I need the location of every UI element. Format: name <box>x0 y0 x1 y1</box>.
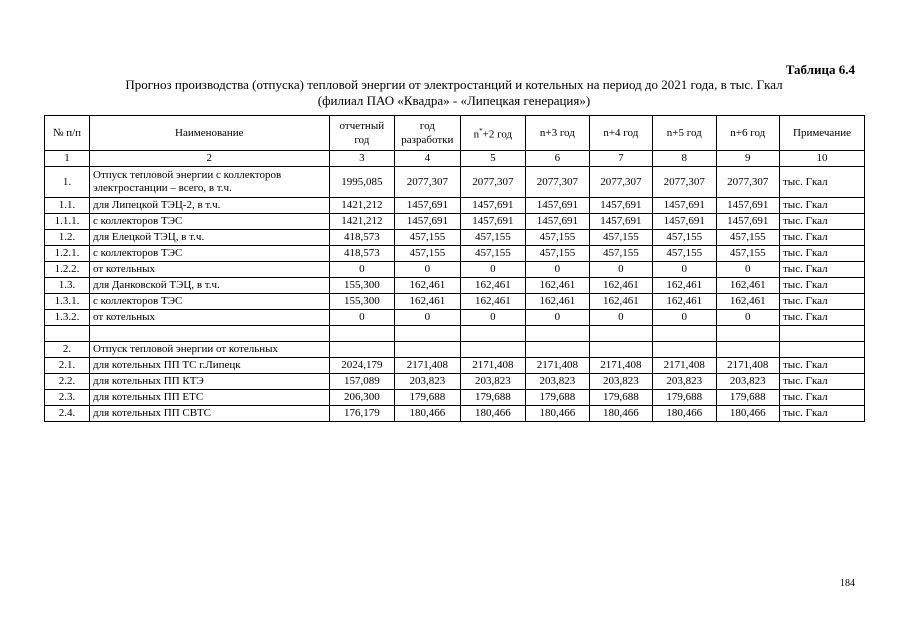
index-cell: 5 <box>460 151 526 167</box>
row-name-cell: для Елецкой ТЭЦ, в т.ч. <box>90 230 330 246</box>
row-num-cell: 1.2. <box>45 230 90 246</box>
row-value-cell: 457,155 <box>460 230 526 246</box>
header-n5: n+5 год <box>653 116 716 151</box>
row-value-cell: 1457,691 <box>526 214 589 230</box>
row-value-cell: 2077,307 <box>653 167 716 198</box>
row-value-cell: 1421,212 <box>329 214 395 230</box>
header-n4: n+4 год <box>589 116 652 151</box>
row-value-cell: 0 <box>460 310 526 326</box>
row-value-cell: 1457,691 <box>589 198 652 214</box>
row-value-cell: 2171,408 <box>589 358 652 374</box>
row-value-cell: 1421,212 <box>329 198 395 214</box>
row-value-cell: 162,461 <box>589 294 652 310</box>
header-reporting-year: отчетный год <box>329 116 395 151</box>
header-n2 <box>460 116 526 151</box>
row-note-cell: тыс. Гкал <box>780 246 865 262</box>
row-value-cell <box>716 342 779 358</box>
table-row <box>45 310 865 326</box>
row-num-cell: 1.1.1. <box>45 214 90 230</box>
row-value-cell: 203,823 <box>526 374 589 390</box>
row-value-cell: 0 <box>716 310 779 326</box>
row-value-cell <box>395 326 461 342</box>
row-value-cell: 457,155 <box>589 230 652 246</box>
row-value-cell: 2077,307 <box>589 167 652 198</box>
row-num-cell: 1.3.2. <box>45 310 90 326</box>
row-value-cell: 0 <box>460 262 526 278</box>
row-value-cell: 162,461 <box>589 278 652 294</box>
row-num-cell: 2. <box>45 342 90 358</box>
header-num: № п/п <box>45 116 90 151</box>
table-body <box>45 151 865 422</box>
row-value-cell <box>653 342 716 358</box>
row-name-cell: для Данковской ТЭЦ, в т.ч. <box>90 278 330 294</box>
row-value-cell: 2077,307 <box>395 167 461 198</box>
header-development-year: год разработки <box>395 116 461 151</box>
row-value-cell: 157,089 <box>329 374 395 390</box>
row-num-cell: 1.3. <box>45 278 90 294</box>
row-value-cell: 457,155 <box>395 246 461 262</box>
row-value-cell: 2171,408 <box>526 358 589 374</box>
row-value-cell: 457,155 <box>716 246 779 262</box>
row-value-cell <box>460 326 526 342</box>
row-value-cell <box>329 326 395 342</box>
table-row <box>45 262 865 278</box>
row-name-cell: для Липецкой ТЭЦ-2, в т.ч. <box>90 198 330 214</box>
row-value-cell: 2171,408 <box>395 358 461 374</box>
header-n2-base: n <box>473 128 480 141</box>
row-name-cell: для котельных ПП КТЭ <box>90 374 330 390</box>
row-value-cell: 179,688 <box>589 390 652 406</box>
table-row-empty <box>45 326 865 342</box>
table-row <box>45 214 865 230</box>
row-value-cell: 0 <box>589 262 652 278</box>
row-value-cell: 2077,307 <box>716 167 779 198</box>
table-row <box>45 167 865 198</box>
row-value-cell: 0 <box>526 262 589 278</box>
row-note-cell: тыс. Гкал <box>780 310 865 326</box>
row-value-cell: 0 <box>526 310 589 326</box>
row-value-cell: 1457,691 <box>526 198 589 214</box>
row-value-cell: 179,688 <box>653 390 716 406</box>
row-note-cell: тыс. Гкал <box>780 214 865 230</box>
row-value-cell <box>589 326 652 342</box>
header-note: Примечание <box>780 116 865 151</box>
row-value-cell: 203,823 <box>589 374 652 390</box>
row-value-cell: 162,461 <box>395 278 461 294</box>
row-name-cell: от котельных <box>90 262 330 278</box>
row-value-cell: 203,823 <box>653 374 716 390</box>
row-value-cell: 162,461 <box>395 294 461 310</box>
row-value-cell: 162,461 <box>460 278 526 294</box>
index-cell: 4 <box>395 151 461 167</box>
row-name-cell: с коллекторов ТЭС <box>90 246 330 262</box>
row-value-cell <box>716 326 779 342</box>
row-value-cell: 176,179 <box>329 406 395 422</box>
row-value-cell: 179,688 <box>716 390 779 406</box>
row-value-cell: 1457,691 <box>716 214 779 230</box>
row-value-cell: 1457,691 <box>653 214 716 230</box>
row-value-cell: 1457,691 <box>460 214 526 230</box>
index-cell: 3 <box>329 151 395 167</box>
row-value-cell: 180,466 <box>589 406 652 422</box>
row-value-cell: 1457,691 <box>716 198 779 214</box>
row-note-cell: тыс. Гкал <box>780 262 865 278</box>
row-value-cell: 418,573 <box>329 246 395 262</box>
row-value-cell: 1457,691 <box>460 198 526 214</box>
table-row <box>45 358 865 374</box>
page-number: 184 <box>840 578 855 589</box>
row-value-cell: 2171,408 <box>653 358 716 374</box>
header-row <box>45 116 865 151</box>
row-value-cell: 155,300 <box>329 278 395 294</box>
row-value-cell: 179,688 <box>395 390 461 406</box>
row-note-cell: тыс. Гкал <box>780 278 865 294</box>
row-value-cell: 0 <box>395 310 461 326</box>
index-cell: 9 <box>716 151 779 167</box>
row-value-cell: 162,461 <box>653 294 716 310</box>
row-value-cell: 180,466 <box>716 406 779 422</box>
row-value-cell: 1457,691 <box>395 198 461 214</box>
table-number: Таблица 6.4 <box>785 62 855 77</box>
row-value-cell: 0 <box>653 310 716 326</box>
index-cell: 10 <box>780 151 865 167</box>
row-num-cell: 2.3. <box>45 390 90 406</box>
row-num-cell: 1. <box>45 167 90 198</box>
header-n3: n+3 год <box>526 116 589 151</box>
index-cell: 6 <box>526 151 589 167</box>
row-name-cell: с коллекторов ТЭС <box>90 214 330 230</box>
row-value-cell: 162,461 <box>460 294 526 310</box>
row-value-cell: 1457,691 <box>653 198 716 214</box>
row-value-cell: 162,461 <box>716 294 779 310</box>
row-value-cell: 162,461 <box>526 294 589 310</box>
row-value-cell: 457,155 <box>526 246 589 262</box>
header-n2-sup: * <box>479 127 483 136</box>
row-name-cell: с коллекторов ТЭС <box>90 294 330 310</box>
row-value-cell: 457,155 <box>589 246 652 262</box>
index-cell: 2 <box>90 151 330 167</box>
forecast-table <box>44 115 865 422</box>
row-num-cell: 2.2. <box>45 374 90 390</box>
row-value-cell: 203,823 <box>395 374 461 390</box>
row-value-cell: 179,688 <box>460 390 526 406</box>
row-value-cell: 0 <box>329 262 395 278</box>
row-name-cell: Отпуск тепловой энергии от котельных <box>90 342 330 358</box>
row-num-cell: 1.3.1. <box>45 294 90 310</box>
table-title <box>40 77 868 109</box>
row-note-cell: тыс. Гкал <box>780 167 865 198</box>
header-n6: n+6 год <box>716 116 779 151</box>
row-value-cell <box>395 342 461 358</box>
row-name-cell: для котельных ПП ЕТС <box>90 390 330 406</box>
header-name: Наименование <box>90 116 330 151</box>
row-note-cell: тыс. Гкал <box>780 294 865 310</box>
index-row <box>45 151 865 167</box>
table-row <box>45 278 865 294</box>
index-cell: 7 <box>589 151 652 167</box>
row-value-cell: 0 <box>716 262 779 278</box>
row-value-cell: 1457,691 <box>395 214 461 230</box>
row-num-cell: 1.2.2. <box>45 262 90 278</box>
row-value-cell <box>526 342 589 358</box>
table-row <box>45 230 865 246</box>
row-value-cell: 457,155 <box>653 246 716 262</box>
row-name-cell: от котельных <box>90 310 330 326</box>
row-num-cell: 2.4. <box>45 406 90 422</box>
row-value-cell: 2024,179 <box>329 358 395 374</box>
table-row <box>45 294 865 310</box>
row-value-cell: 457,155 <box>716 230 779 246</box>
row-value-cell: 457,155 <box>653 230 716 246</box>
row-value-cell: 0 <box>589 310 652 326</box>
row-value-cell: 2077,307 <box>460 167 526 198</box>
row-value-cell: 155,300 <box>329 294 395 310</box>
table-row <box>45 342 865 358</box>
row-note-cell: тыс. Гкал <box>780 406 865 422</box>
row-value-cell: 179,688 <box>526 390 589 406</box>
table-row <box>45 198 865 214</box>
row-value-cell: 203,823 <box>716 374 779 390</box>
row-num-cell: 1.1. <box>45 198 90 214</box>
row-value-cell <box>653 326 716 342</box>
index-cell: 8 <box>653 151 716 167</box>
row-value-cell: 0 <box>653 262 716 278</box>
row-note-cell: тыс. Гкал <box>780 198 865 214</box>
row-note-cell: тыс. Гкал <box>780 374 865 390</box>
row-value-cell: 1995,085 <box>329 167 395 198</box>
row-value-cell <box>589 342 652 358</box>
row-name-cell <box>90 326 330 342</box>
row-value-cell: 457,155 <box>460 246 526 262</box>
table-row <box>45 406 865 422</box>
row-value-cell: 162,461 <box>526 278 589 294</box>
table-row <box>45 246 865 262</box>
row-value-cell: 2171,408 <box>716 358 779 374</box>
row-value-cell: 203,823 <box>460 374 526 390</box>
row-value-cell: 162,461 <box>653 278 716 294</box>
row-value-cell: 0 <box>395 262 461 278</box>
index-cell: 1 <box>45 151 90 167</box>
row-value-cell: 162,461 <box>716 278 779 294</box>
row-value-cell: 418,573 <box>329 230 395 246</box>
row-name-cell: для котельных ПП ТС г.Липецк <box>90 358 330 374</box>
title-line-1: Прогноз производства (отпуска) тепловой энергии от электростанций и котельных на период до 2021 года, в тыс. Гкал <box>125 77 783 92</box>
row-value-cell: 180,466 <box>526 406 589 422</box>
row-value-cell: 180,466 <box>395 406 461 422</box>
row-value-cell <box>526 326 589 342</box>
row-note-cell: тыс. Гкал <box>780 358 865 374</box>
title-line-2: (филиал ПАО «Квадра» - «Липецкая генерация») <box>317 93 591 108</box>
row-note-cell <box>780 326 865 342</box>
row-value-cell <box>460 342 526 358</box>
row-value-cell: 457,155 <box>526 230 589 246</box>
row-note-cell: тыс. Гкал <box>780 390 865 406</box>
row-value-cell: 2171,408 <box>460 358 526 374</box>
row-value-cell: 180,466 <box>653 406 716 422</box>
row-num-cell: 1.2.1. <box>45 246 90 262</box>
row-value-cell: 206,300 <box>329 390 395 406</box>
row-value-cell: 1457,691 <box>589 214 652 230</box>
row-value-cell: 457,155 <box>395 230 461 246</box>
row-num-cell <box>45 326 90 342</box>
row-value-cell: 0 <box>329 310 395 326</box>
row-note-cell <box>780 342 865 358</box>
row-value-cell: 2077,307 <box>526 167 589 198</box>
row-note-cell: тыс. Гкал <box>780 230 865 246</box>
header-n2-rest: +2 год <box>482 128 513 141</box>
row-name-cell: Отпуск тепловой энергии с коллекторов электростанции – всего, в т.ч. <box>90 167 330 198</box>
row-value-cell: 180,466 <box>460 406 526 422</box>
table-row <box>45 390 865 406</box>
row-value-cell <box>329 342 395 358</box>
row-name-cell: для котельных ПП СВТС <box>90 406 330 422</box>
row-num-cell: 2.1. <box>45 358 90 374</box>
table-row <box>45 374 865 390</box>
